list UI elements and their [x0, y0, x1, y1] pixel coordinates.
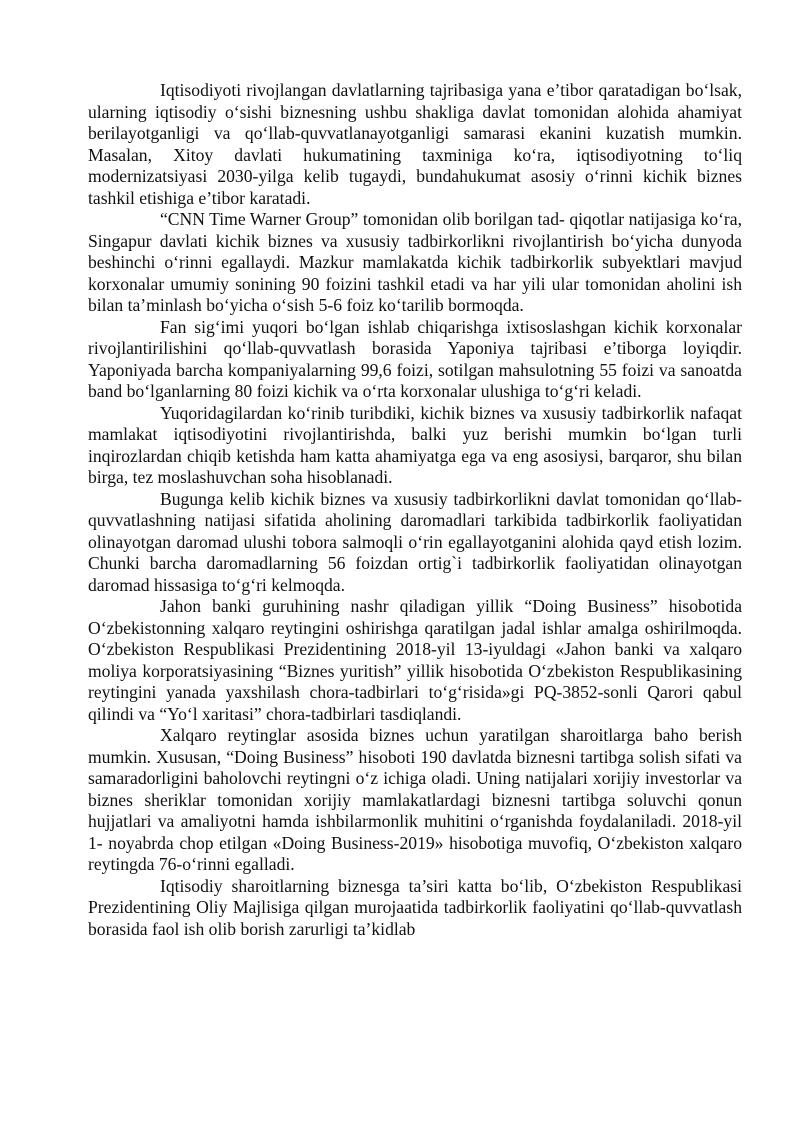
paragraph-economic-conditions: Iqtisodiy sharoitlarning biznesga ta’siri katta bo‘lib, O‘zbekiston Respublikasi Prezidentining Oliy Majlisiga qilgan murojaatida tadbirkorlik faoliyatini qo‘llab-quvvatlash borasida faol ish olib borish zarurligi ta’kidlab	[88, 875, 742, 939]
paragraph-singapore: “CNN Time Warner Group” tomonidan olib borilgan tad- qiqotlar natijasiga ko‘ra, Singapur davlati kichik biznes va xususiy tadbirkorlikni rivojlantirish bo‘yicha dunyoda beshinchi o‘rinni egallaydi. Mazkur mamlakatda kichik tadbirkorlik subyektlari mavjud korxonalar umumiy sonining 90 foizini tashkil etadi va har yili ular tomonidan aholini ish bilan ta’minlash bo‘yicha o‘sish 5-6 foiz ko‘tarilib bormoqda.	[88, 209, 742, 315]
paragraph-japan: Fan sig‘imi yuqori bo‘lgan ishlab chiqarishga ixtisoslashgan kichik korxonalar rivojlantirilishini qo‘llab-quvvatlash borasida Yaponiya tajribasi e’tiborga loyiqdir. Yaponiyada barcha kompaniyalarning 99,6 foizi, sotilgan mahsulotning 55 foizi va sanoatda band bo‘lganlarning 80 foizi kichik va o‘rta korxonalar ulushiga to‘g‘ri keladi.	[88, 316, 742, 401]
paragraph-conclusion: Yuqoridagilardan ko‘rinib turibdiki, kichik biznes va xususiy tadbirkorlik nafaqat mamlakat iqtisodiyotini rivojlantirishda, balki yuz berishi mumkin bo‘lgan turli inqirozlardan chiqib ketishda ham katta ahamiyatga ega va eng asosiysi, barqaror, shu bilan birga, tez moslashuvchan soha hisoblanadi.	[88, 402, 742, 487]
paragraph-developed-countries: Iqtisodiyoti rivojlangan davlatlarning tajribasiga yana e’tibor qaratadigan bo‘lsak, ularning iqtisodiy o‘sishi biznesning ushbu shakliga davlat tomonidan alohida ahamiyat berilayotganligi va qo‘llab-quvvatlanayotganligi samarasi ekanini kuzatish mumkin. Masalan, Xitoy davlati hukumatining taxminiga ko‘ra, iqtisodiyotning to‘liq modernizatsiyasi 2030-yilga kelib tugaydi, bundahukumat asosiy o‘rinni kichik biznes tashkil etishiga e’tibor karatadi.	[88, 80, 742, 208]
paragraph-doing-business: Jahon banki guruhining nashr qiladigan yillik “Doing Business” hisobotida O‘zbekistonning xalqaro reytingini oshirishga qaratilgan jadal ishlar amalga oshirilmoqda. O‘zbekiston Respublikasi Prezidentining 2018-yil 13-iyuldagi «Jahon banki va xalqaro moliya korporatsiyasining “Biznes yuritish” yillik hisobotida O‘zbekiston Respublikasining reytingini yanada yaxshilash chora-tadbirlari to‘g‘risida»gi PQ-3852-sonli Qarori qabul qilindi va “Yo‘l xaritasi” chora-tadbirlari tasdiqlandi.	[88, 596, 742, 724]
document-page	[88, 80, 742, 940]
paragraph-international-ratings: Xalqaro reytinglar asosida biznes uchun yaratilgan sharoitlarga baho berish mumkin. Xususan, “Doing Business” hisoboti 190 davlatda biznesni tartibga solish sifati va samaradorligini baholovchi reytingni o‘z ichiga oladi. Uning natijalari xorijiy investorlar va biznes sheriklar tomonidan xorijiy mamlakatlardagi biznesni tartibga soluvchi qonun hujjatlari va amaliyotni hamda ishbilarmonlik muhitini o‘rganishda foydalaniladi. 2018-yil 1- noyabrda chop etilgan «Doing Business-2019» hisobotiga muvofiq, O‘zbekiston xalqaro reytingda 76-o‘rinni egalladi.	[88, 725, 742, 874]
paragraph-income-share: Bugunga kelib kichik biznes va xususiy tadbirkorlikni davlat tomonidan qo‘llab-quvvatlashning natijasi sifatida aholining daromadlari tarkibida tadbirkorlik faoliyatidan olinayotgan daromad ulushi tobora salmoqli o‘rin egallayotganini alohida qayd etish lozim. Chunki barcha daromadlarning 56 foizdan ortig`i tadbirkorlik faoliyatidan olinayotgan daromad hissasiga to‘g‘ri kelmoqda.	[88, 488, 742, 595]
